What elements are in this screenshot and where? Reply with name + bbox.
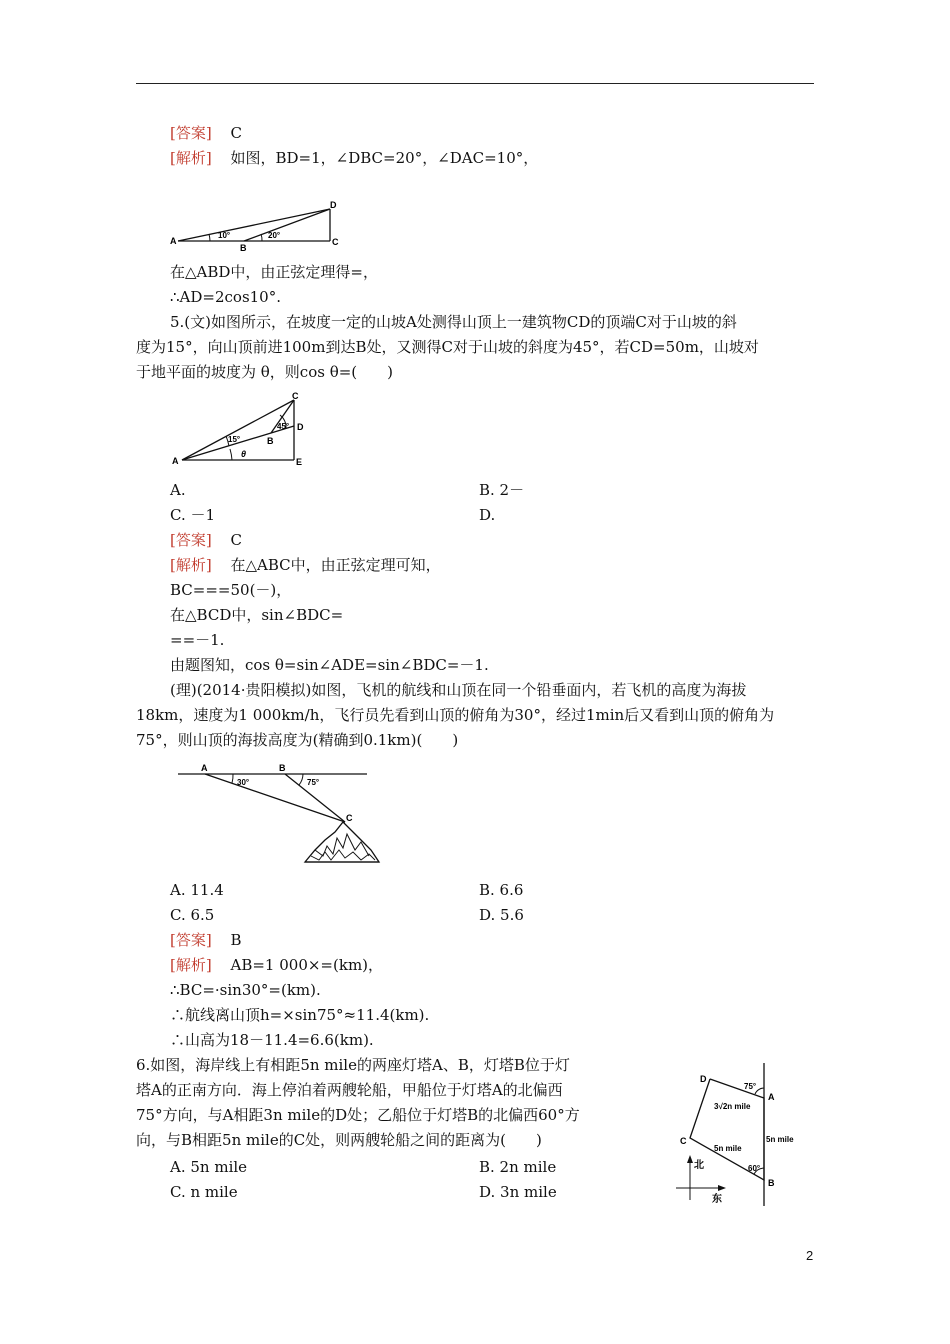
label-b: B — [768, 1178, 775, 1188]
angle-45: 45° — [277, 422, 290, 431]
label-b: B — [279, 763, 286, 773]
angle-15: 15° — [228, 435, 241, 444]
q5li-opt-d: D. 5.6 — [479, 906, 524, 924]
label-d: D — [297, 422, 304, 432]
q6-figure — [672, 1060, 812, 1210]
analysis-text: AB=1 000×=(km)， — [230, 956, 384, 974]
page-number: 2 — [806, 1248, 814, 1263]
q6-stem4: 向，与B相距5n mile的C处，则两艘轮船之间的距离为( ) — [136, 1131, 542, 1149]
q6-opt-d: D. 3n mile — [479, 1183, 557, 1201]
analysis-tag: [解析] — [170, 149, 212, 167]
label-c: C — [680, 1136, 687, 1146]
q5-opt-a: A. — [170, 481, 186, 499]
answer-value: B — [230, 931, 242, 949]
q5-analysis-line — [170, 555, 441, 575]
label-north: 北 — [694, 1160, 704, 1171]
label-a: A — [170, 236, 177, 246]
q5li-opt-a: A. 11.4 — [170, 881, 224, 899]
angle-75: 75° — [744, 1082, 757, 1091]
q5li-a2: ∴航线离山顶h=×sin75°≈11.4(km). — [170, 1006, 430, 1024]
q5-a4: 由题图知，cos θ=sin∠ADE=sin∠BDC=－1. — [170, 656, 489, 674]
q5li-stem3: 75°，则山顶的海拔高度为(精确到0.1km)( ) — [136, 731, 459, 749]
answer-value: C — [230, 531, 242, 549]
analysis-text: 如图，BD=1，∠DBC=20°，∠DAC=10°， — [230, 149, 539, 167]
label-ab: 5n mile — [766, 1135, 794, 1144]
answer-tag: [答案] — [170, 531, 212, 549]
q5li-stem1: (理)(2014·贵阳模拟)如图，飞机的航线和山顶在同一个铅垂面内，若飞机的高度为海拔 — [170, 681, 747, 699]
q6-stem3: 75°方向，与A相距3n mile的D处；乙船位于灯塔B的北偏西60°方 — [136, 1106, 580, 1124]
q5li-a3: ∴山高为18－11.4=6.6(km). — [170, 1031, 374, 1049]
q5-figure — [170, 393, 320, 473]
q4-figure — [170, 198, 350, 253]
q5li-a1: ∴BC=·sin30°=(km). — [170, 981, 321, 999]
label-a: A — [201, 763, 208, 773]
q4-analysis-line — [170, 148, 538, 168]
analysis-text: 在△ABC中，由正弦定理可知， — [230, 556, 441, 574]
label-c: C — [292, 391, 299, 401]
label-b: B — [240, 243, 247, 253]
q6-stem1: 6.如图，海岸线上有相距5n mile的两座灯塔A、B，灯塔B位于灯 — [136, 1056, 570, 1074]
q5li-opt-c: C. 6.5 — [170, 906, 215, 924]
q5-a3: ==－1. — [170, 631, 225, 649]
angle-20: 20° — [268, 231, 281, 240]
answer-tag: [答案] — [170, 931, 212, 949]
q5-a2: 在△BCD中，sin∠BDC= — [170, 606, 344, 624]
q5li-analysis-line — [170, 955, 383, 975]
angle-60: 60° — [748, 1164, 761, 1173]
label-c: C — [346, 813, 353, 823]
q4-line1: 在△ABD中，由正弦定理得=， — [170, 263, 378, 281]
angle-75: 75° — [307, 778, 320, 787]
q5-a1: BC===50(－)， — [170, 581, 292, 599]
q5-stem3: 于地平面的坡度为 θ，则cos θ=( ) — [136, 363, 394, 381]
label-east: 东 — [712, 1194, 722, 1205]
q5-stem2: 度为15°，向山顶前进100m到达B处，又测得C对于山坡的斜度为45°，若CD=50m，山坡对 — [136, 338, 759, 356]
q4-line2: ∴AD=2cos10°. — [170, 288, 281, 306]
label-a: A — [172, 456, 179, 466]
answer-value: C — [230, 124, 242, 142]
label-e: E — [296, 457, 303, 467]
label-d: D — [700, 1074, 707, 1084]
angle-30: 30° — [237, 778, 250, 787]
q5-stem1: 5.(文)如图所示，在坡度一定的山坡A处测得山顶上一建筑物CD的顶端C对于山坡的斜 — [170, 313, 737, 331]
q5-opt-c: C. －1 — [170, 506, 216, 524]
q5li-opt-b: B. 6.6 — [479, 881, 524, 899]
angle-10: 10° — [218, 231, 231, 240]
q5li-stem2: 18km，速度为1 000km/h，飞行员先看到山顶的俯角为30°，经过1min后又看到山顶的俯角为 — [136, 706, 775, 724]
label-b: B — [267, 436, 274, 446]
q6-opt-b: B. 2n mile — [479, 1158, 557, 1176]
analysis-tag: [解析] — [170, 556, 212, 574]
q5-opt-b: B. 2－ — [479, 481, 525, 499]
label-da: 3√2n mile — [714, 1102, 751, 1111]
angle-theta: θ — [241, 449, 247, 459]
analysis-tag: [解析] — [170, 956, 212, 974]
q5-answer-line — [170, 530, 242, 550]
label-c: C — [332, 237, 339, 247]
q5li-answer-line — [170, 930, 242, 950]
label-cb: 5n mile — [714, 1144, 742, 1153]
label-a: A — [768, 1092, 775, 1102]
q4-answer-line — [170, 123, 242, 143]
q6-opt-a: A. 5n mile — [170, 1158, 248, 1176]
q5-opt-d: D. — [479, 506, 496, 524]
q5li-figure — [175, 760, 390, 870]
answer-tag: [答案] — [170, 124, 212, 142]
header-rule — [136, 83, 814, 84]
label-d: D — [330, 200, 337, 210]
q6-opt-c: C. n mile — [170, 1183, 238, 1201]
q6-stem2: 塔A的正南方向．海上停泊着两艘轮船，甲船位于灯塔A的北偏西 — [136, 1081, 563, 1099]
